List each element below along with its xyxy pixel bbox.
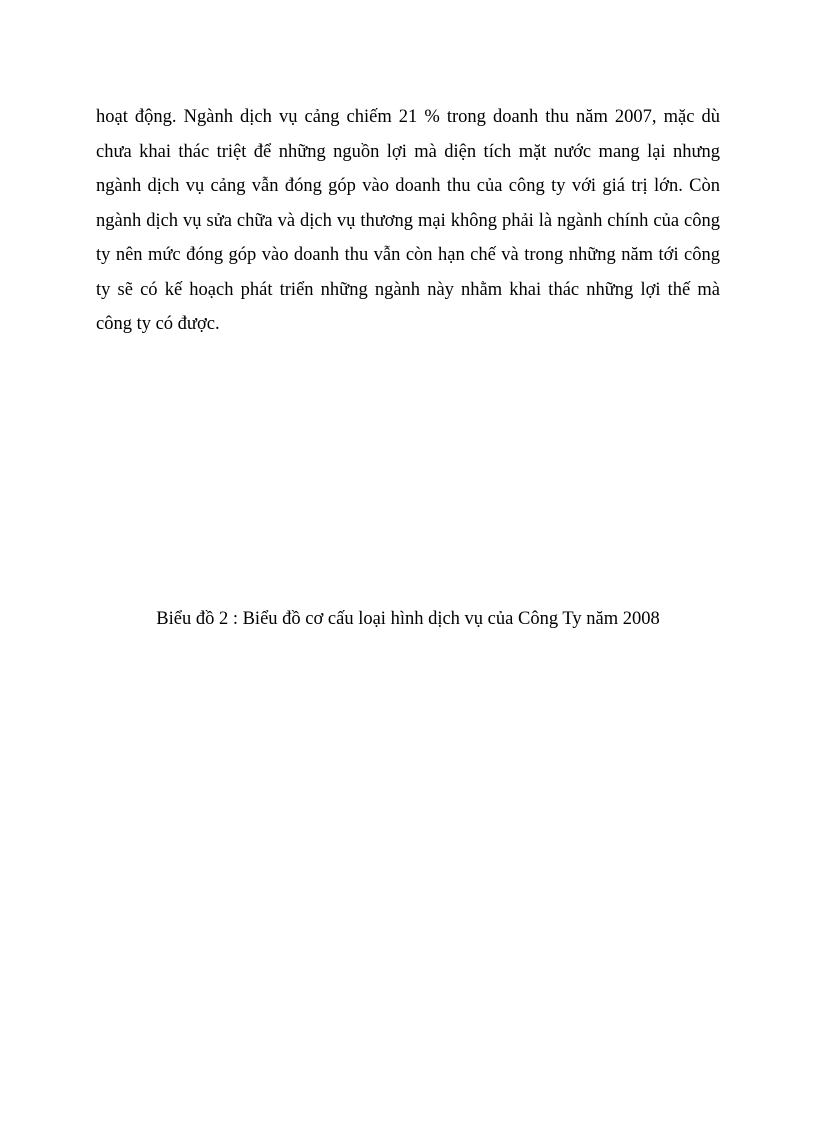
figure-caption: Biểu đồ 2 : Biểu đồ cơ cấu loại hình dịch vụ của Công Ty năm 2008 [156,609,660,629]
paragraph-line: hoạt động. Ngành dịch vụ cảng chiếm 21 % trong doanh thu năm 2007, mặc dù [96,107,720,127]
paragraph-line: ngành dịch vụ sửa chữa và dịch vụ thương mại không phải là ngành chính của công [96,210,720,231]
paragraph-line: ty nên mức đóng góp vào doanh thu vẫn còn hạn chế và trong những năm tới công [96,245,720,265]
paragraph-line: chưa khai thác triệt để những nguồn lợi mà diện tích mặt nước mang lại nhưng [96,141,720,162]
body-paragraph [96,100,720,342]
paragraph-line: công ty có được. [96,314,220,334]
paragraph-line: ngành dịch vụ cảng vẫn đóng góp vào doanh thu của công ty với giá trị lớn. Còn [96,176,720,196]
paragraph-line: ty sẽ có kế hoạch phát triển những ngành này nhằm khai thác những lợi thế mà [96,279,720,300]
